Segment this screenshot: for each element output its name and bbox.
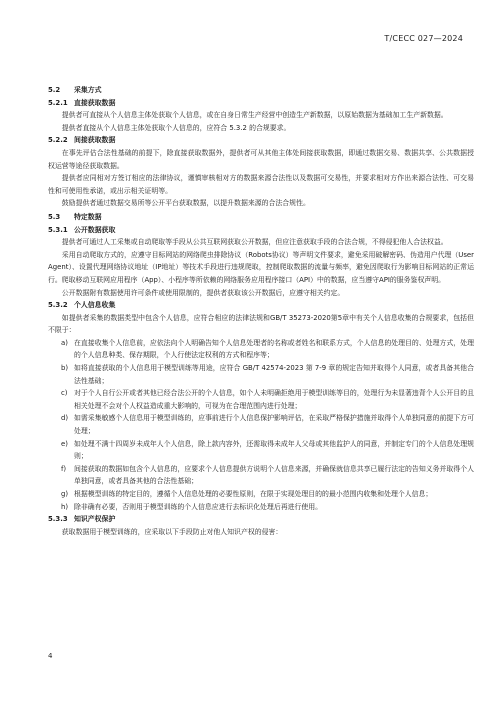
list-item: a) 在直接收集个人信息前，应依法向个人明确告知个人信息处理者的名称或者姓名和联系方式，个人信息的处理目的、处理方式，处理的个人信息种类、保存期限，个人行使法定权利的方式和程序等； — [61, 338, 474, 360]
section-heading-5-3: 5.3 特定数据 — [48, 212, 102, 221]
section-heading-5-3-1: 5.3.1 公开数据获取 — [48, 225, 116, 234]
paragraph: 提供者直接从个人信息主体处获取个人信息的，应符合 5.3.2 的合规要求。 — [61, 123, 291, 132]
page-number: 4 — [48, 652, 53, 660]
paragraph: 采用自动爬取方式的，应遵守目标网站的网络爬虫排除协议（Robots协议）等声明文件要求，避免采用破解密码、伪造用户代理（User Agent）、设置代理网络协议地址（IP地址）等技术手段进行违规爬取，控制爬取数据的流量与频率，避免因爬取行为影响目标网站的正常运行。爬取移动互联网应用程序（App）、小程序等所依赖的网络服务应用程序接口（API）中的数据，应当遵守API的服务鉴权声明。 — [48, 250, 474, 284]
paragraph: 提供者应同相对方签订相应的法律协议，谨慎审核相对方的数据来源合法性以及数据可交易性，并要求相对方作出来源合法性、可交易性和可使用性承诺，或出示相关证明等。 — [48, 174, 474, 195]
section-heading-5-2-2: 5.2.2 间接获取数据 — [48, 136, 116, 145]
list-item: b) 如将直接获取的个人信息用于模型训练等用途，应符合 GB/T 42574-2023 第 7-9 章的规定告知并取得个人同意，或者具备其他合法性基础； — [61, 364, 474, 385]
paragraph: 公开数据附有数据使用许可条件或使用限制的，提供者获取该公开数据后，应遵守相关约定。 — [61, 288, 345, 297]
list-item: f) 间接获取的数据如包含个人信息的，应要求个人信息提供方说明个人信息来源，并确保就信息共享已履行法定的告知义务并取得个人单独同意，或者具备其他的合法性基础； — [61, 464, 474, 486]
page-content — [48, 83, 474, 538]
paragraph: 在事先评估合法性基础的前提下，除直接获取数据外，提供者可从其他主体处间接获取数据，即通过数据交易、数据共享、公共数据授权运营等途径获取数据。 — [48, 148, 474, 170]
paragraph: 提供者可直接从个人信息主体处获取个人信息，或在自身日常生产经营中创造生产新数据，以原始数据为基础加工生产新数据。 — [61, 111, 448, 120]
list-item: d) 如需采集敏感个人信息用于模型训练的，应事前进行个人信息保护影响评估，在采取严格保护措施并取得个人单独同意的前提下方可处理； — [61, 414, 474, 436]
requirement-list — [48, 337, 474, 513]
section-heading-5-3-2: 5.3.2 个人信息收集 — [48, 301, 116, 310]
list-item: c) 对于个人自行公开或者其他已经合法公开的个人信息，如个人未明确拒绝用于模型训练等目的，处理行为未显著违背个人公开目的且相关处理不会对个人权益造成重大影响的，可视为在合理范围内进行处理； — [61, 389, 474, 410]
paragraph: 如提供者采集的数据类型中包含个人信息，应符合相应的法律法规和GB/T 35273-2020第5章中有关个人信息收集的合规要求，包括但不限于： — [48, 313, 474, 335]
paragraph: 提供者可通过人工采集或自动爬取等手段从公共互联网获取公开数据，但应注意获取手段的合法合规，不得侵犯他人合法权益。 — [61, 238, 448, 247]
section-heading-5-3-3: 5.3.3 知识产权保护 — [48, 515, 116, 524]
list-item: h) 除非确有必要，否则用于模型训练的个人信息应进行去标识化处理后再进行使用。 — [61, 502, 323, 511]
section-heading-5-2: 5.2 采集方式 — [48, 86, 102, 94]
list-item: e) 如处理不满十四周岁未成年人个人信息，除上款内容外，还需取得未成年人父母或其他监护人的同意，并制定专门的个人信息处理规则； — [61, 439, 474, 461]
paragraph: 获取数据用于模型训练的，应采取以下手段防止对他人知识产权的侵害： — [61, 527, 283, 536]
document-code: T/CECC 027—2024 — [384, 34, 463, 43]
section-heading-5-2-1: 5.2.1 直接获取数据 — [48, 98, 116, 107]
list-item: g) 根据模型训练的特定目的，遵循个人信息处理的必要性原则，在限于实现处理目的的最小范围内收集和处理个人信息； — [61, 490, 433, 498]
paragraph: 鼓励提供者通过数据交易所等公开平台获取数据，以提升数据来源的合法合规性。 — [61, 199, 310, 208]
